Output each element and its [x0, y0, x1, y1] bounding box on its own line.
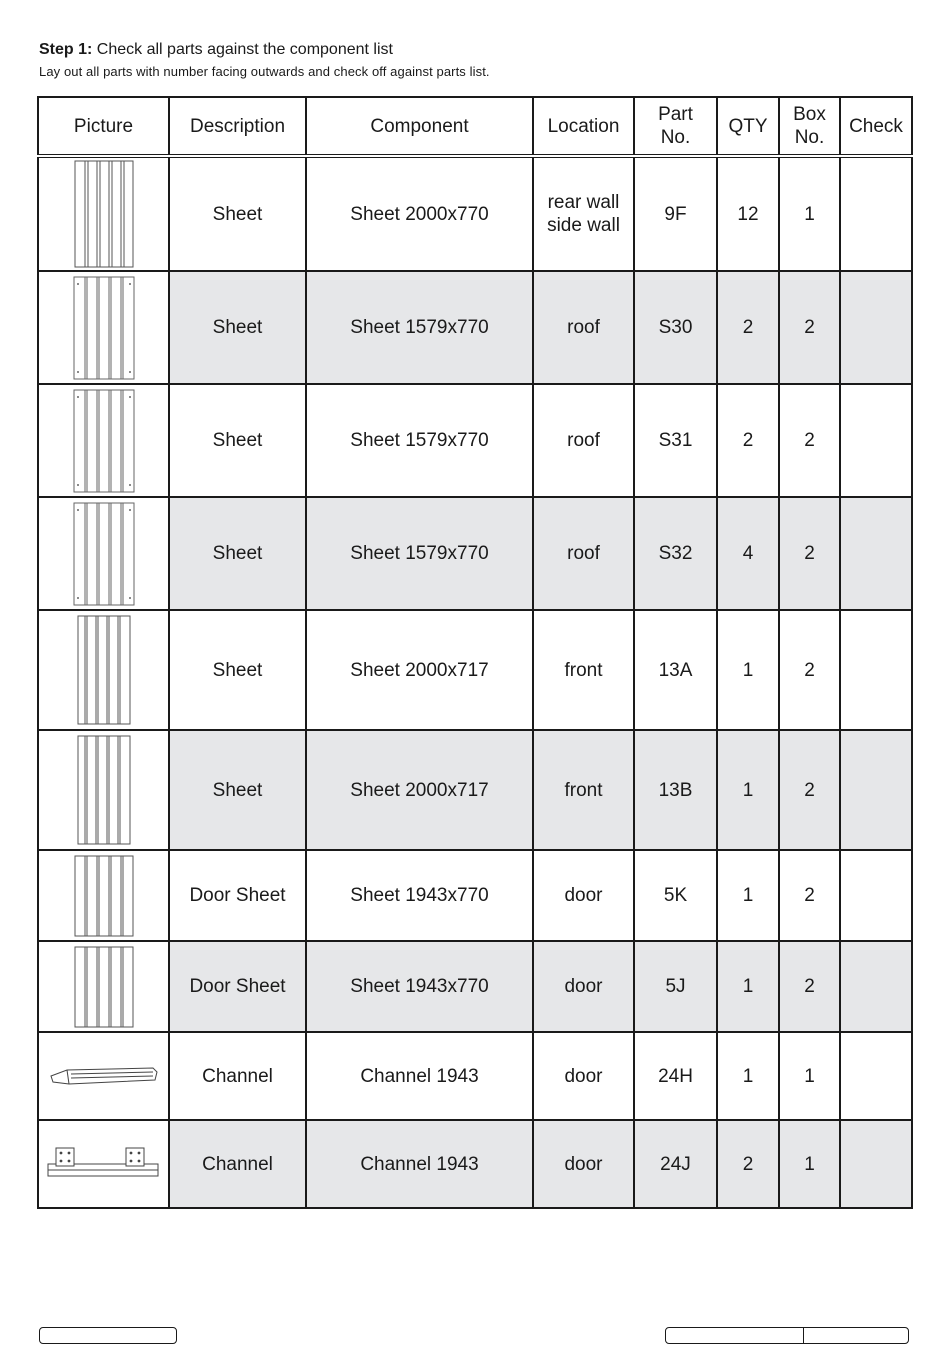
box-no-cell: 1	[779, 1032, 840, 1120]
table-row	[38, 730, 912, 850]
location-cell: door	[533, 1120, 634, 1208]
sheet-icon	[77, 735, 131, 845]
table-row	[38, 610, 912, 730]
header-box-no-line1: Box	[793, 104, 826, 125]
qty-cell: 1	[717, 730, 779, 850]
part-no-cell: S32	[634, 497, 717, 610]
picture-cell	[38, 156, 169, 271]
picture-cell	[38, 497, 169, 610]
part-no-cell: 9F	[634, 156, 717, 271]
check-cell[interactable]	[840, 156, 912, 271]
location-cell: roof	[533, 497, 634, 610]
part-no-cell: 24J	[634, 1120, 717, 1208]
table-row	[38, 850, 912, 941]
qty-cell: 1	[717, 610, 779, 730]
header-picture: Picture	[38, 97, 169, 156]
check-cell[interactable]	[840, 271, 912, 384]
table-header-row	[38, 97, 912, 156]
sheet-icon	[73, 276, 135, 380]
header-part-no-line2: No.	[660, 127, 691, 148]
header-location: Location	[533, 97, 634, 156]
footer-right-divider	[803, 1328, 804, 1343]
description-cell: Door Sheet	[169, 850, 306, 941]
table-row	[38, 156, 912, 271]
sheet-icon	[74, 160, 134, 268]
step-label: Step 1:	[39, 41, 93, 58]
qty-cell: 2	[717, 271, 779, 384]
check-cell[interactable]	[840, 384, 912, 497]
part-no-cell: 5J	[634, 941, 717, 1032]
location-cell: roof	[533, 384, 634, 497]
location-cell: door	[533, 941, 634, 1032]
location-cell: door	[533, 850, 634, 941]
check-cell[interactable]	[840, 850, 912, 941]
qty-cell: 4	[717, 497, 779, 610]
sheet-icon	[73, 502, 135, 606]
picture-cell	[38, 1032, 169, 1120]
door-sheet-icon	[74, 855, 134, 937]
location-line: rear wall	[547, 192, 620, 213]
qty-cell: 1	[717, 941, 779, 1032]
box-no-cell: 1	[779, 1120, 840, 1208]
qty-cell: 1	[717, 850, 779, 941]
step-heading	[39, 40, 490, 60]
header-check: Check	[840, 97, 912, 156]
box-no-cell: 1	[779, 156, 840, 271]
picture-cell	[38, 271, 169, 384]
qty-cell: 12	[717, 156, 779, 271]
part-no-cell: S30	[634, 271, 717, 384]
box-no-cell: 2	[779, 384, 840, 497]
table-row	[38, 497, 912, 610]
box-no-cell: 2	[779, 730, 840, 850]
box-no-cell: 2	[779, 610, 840, 730]
part-no-cell: 24H	[634, 1032, 717, 1120]
picture-cell	[38, 941, 169, 1032]
description-cell: Sheet	[169, 730, 306, 850]
description-cell: Channel	[169, 1120, 306, 1208]
location-cell: front	[533, 610, 634, 730]
component-cell: Sheet 2000x770	[306, 156, 533, 271]
part-no-cell: 5K	[634, 850, 717, 941]
header-qty: QTY	[717, 97, 779, 156]
header-part-no-line1: Part	[658, 104, 693, 125]
table-row	[38, 1120, 912, 1208]
box-no-cell: 2	[779, 497, 840, 610]
qty-cell: 2	[717, 1120, 779, 1208]
header-description: Description	[169, 97, 306, 156]
description-cell: Sheet	[169, 271, 306, 384]
table-row	[38, 1032, 912, 1120]
header-part-no	[634, 97, 717, 156]
description-cell: Sheet	[169, 610, 306, 730]
step-title: Check all parts against the component list	[96, 41, 393, 58]
description-cell: Channel	[169, 1032, 306, 1120]
check-cell[interactable]	[840, 497, 912, 610]
location-cell: roof	[533, 271, 634, 384]
check-cell[interactable]	[840, 1032, 912, 1120]
table-row	[38, 384, 912, 497]
component-cell: Sheet 1943x770	[306, 941, 533, 1032]
location-cell: front	[533, 730, 634, 850]
table-row	[38, 941, 912, 1032]
box-no-cell: 2	[779, 941, 840, 1032]
component-cell: Sheet 1579x770	[306, 384, 533, 497]
location-line: side wall	[547, 215, 620, 236]
header-box-no-line2: No.	[794, 127, 825, 148]
box-no-cell: 2	[779, 850, 840, 941]
location-cell	[533, 156, 634, 271]
description-cell: Door Sheet	[169, 941, 306, 1032]
channel-bracket-icon	[46, 1142, 162, 1186]
part-no-cell: 13A	[634, 610, 717, 730]
box-no-cell: 2	[779, 271, 840, 384]
component-list-table	[37, 96, 913, 1209]
qty-cell: 1	[717, 1032, 779, 1120]
part-no-cell: S31	[634, 384, 717, 497]
part-no-cell: 13B	[634, 730, 717, 850]
step-instructions: Lay out all parts with number facing outwards and check off against parts list.	[39, 64, 490, 79]
table-row	[38, 271, 912, 384]
component-cell: Sheet 1579x770	[306, 271, 533, 384]
component-cell: Sheet 2000x717	[306, 730, 533, 850]
picture-cell	[38, 730, 169, 850]
component-cell: Sheet 1943x770	[306, 850, 533, 941]
description-cell: Sheet	[169, 156, 306, 271]
sheet-icon	[73, 389, 135, 493]
picture-cell	[38, 384, 169, 497]
picture-cell	[38, 850, 169, 941]
check-cell[interactable]	[840, 730, 912, 850]
channel-icon	[49, 1058, 159, 1094]
check-cell[interactable]	[840, 941, 912, 1032]
component-cell: Sheet 1579x770	[306, 497, 533, 610]
header-component: Component	[306, 97, 533, 156]
picture-cell	[38, 1120, 169, 1208]
component-cell: Channel 1943	[306, 1032, 533, 1120]
location-cell: door	[533, 1032, 634, 1120]
header-box-no	[779, 97, 840, 156]
step-header	[39, 40, 490, 79]
description-cell: Sheet	[169, 497, 306, 610]
footer-left-box	[39, 1327, 177, 1344]
description-cell: Sheet	[169, 384, 306, 497]
check-cell[interactable]	[840, 1120, 912, 1208]
picture-cell	[38, 610, 169, 730]
qty-cell: 2	[717, 384, 779, 497]
door-sheet-icon	[74, 946, 134, 1028]
component-cell: Sheet 2000x717	[306, 610, 533, 730]
footer-right-box	[665, 1327, 909, 1344]
component-cell: Channel 1943	[306, 1120, 533, 1208]
check-cell[interactable]	[840, 610, 912, 730]
sheet-icon	[77, 615, 131, 725]
